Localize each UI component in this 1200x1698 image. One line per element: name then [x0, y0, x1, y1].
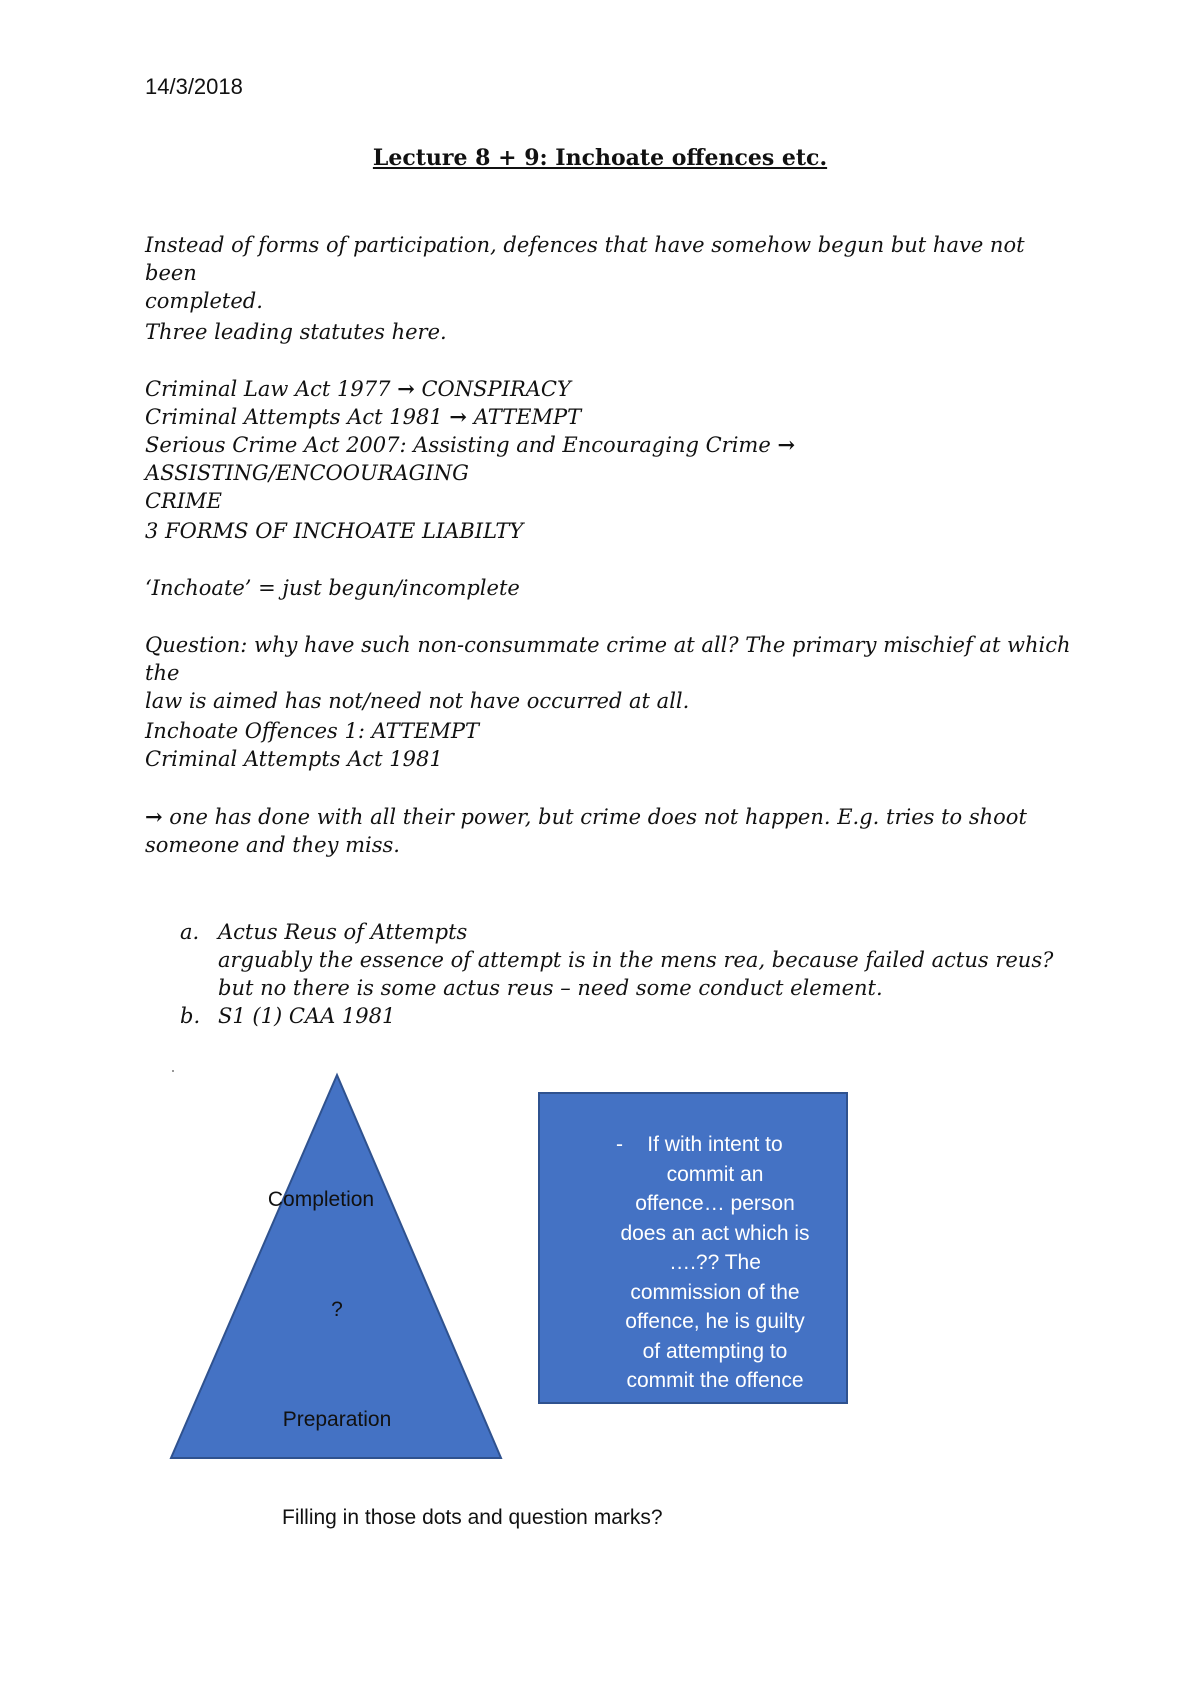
box-dash: - — [616, 1133, 623, 1156]
closing-question: Filling in those dots and question marks? — [282, 1506, 663, 1529]
arrow-note-text: one has done with all their power, but crime does not happen. E.g. tries to shoot — [169, 805, 1027, 829]
list-item-heading: S1 (1) CAA 1981 — [218, 1004, 396, 1028]
offence-act: Criminal Attempts Act 1981 — [145, 747, 443, 771]
triangle-shape — [171, 1075, 501, 1458]
list-item — [180, 1002, 1060, 1030]
arrow-icon: → — [449, 404, 468, 429]
triangle-top-label: Completion — [267, 1188, 375, 1211]
statutes-list — [145, 375, 1075, 515]
question-paragraph — [145, 631, 1075, 715]
definition-box — [538, 1092, 848, 1404]
inchoate-definition: ‘Inchoate’ = just begun/incomplete — [145, 576, 520, 600]
list-item-heading: Actus Reus of Attempts — [218, 920, 468, 944]
statute-serious-crime-act — [145, 431, 1075, 487]
triangle-bottom-label: Preparation — [282, 1408, 392, 1431]
statute-3-name: Serious Crime Act 2007: Assisting and Encouraging Crime — [145, 433, 771, 457]
triangle-middle-label: ? — [331, 1298, 343, 1321]
arrow-note — [145, 803, 1075, 859]
statute-2-name: Criminal Attempts Act 1981 — [145, 405, 443, 429]
forms-heading: 3 FORMS OF INCHOATE LIABILTY — [145, 519, 524, 543]
lecture-title: Lecture 8 + 9: Inchoate offences etc. — [372, 145, 828, 171]
arrow-icon: → — [397, 376, 415, 401]
arrow-icon: → — [145, 804, 163, 829]
offence-heading-block — [145, 717, 1075, 773]
statute-criminal-attempts-act — [145, 403, 1075, 431]
list-item-line-2: arguably the essence of attempt is in the mens rea, because failed actus reus? — [218, 948, 1054, 972]
statute-2-offence: ATTEMPT — [473, 405, 582, 429]
box-text: If with intent to commit an offence… person does an act which is ….?? The commission of the offence, he is guilty of attempting to commit the offence — [620, 1133, 810, 1392]
statute-1-offence: CONSPIRACY — [421, 377, 571, 401]
arrow-note-line-1 — [145, 803, 1075, 831]
intro-line-1: Instead of forms of participation, defences that have somehow begun but have not been — [145, 233, 1025, 285]
list-marker: b. — [180, 1004, 201, 1028]
arrow-note-line-2: someone and they miss. — [145, 833, 400, 857]
statute-criminal-law-act — [145, 375, 1075, 403]
statute-3-offence: ASSISTING/ENCOOURAGING — [145, 461, 469, 485]
intro-line-2: completed. — [145, 289, 263, 313]
statutes-intro: Three leading statutes here. — [145, 320, 447, 344]
list-marker: a. — [180, 920, 200, 944]
triangle-diagram — [165, 1065, 505, 1465]
question-line-1: Question: why have such non-consummate crime at all? The primary mischief at which the — [145, 633, 1071, 685]
intro-paragraph — [145, 231, 1075, 315]
list-item — [180, 918, 1060, 1002]
question-line-2: law is aimed has not/need not have occurred at all. — [145, 689, 690, 713]
list-item-line-3: but no there is some actus reus – need some conduct element. — [218, 976, 883, 1000]
statute-1-name: Criminal Law Act 1977 — [145, 377, 391, 401]
document-date: 14/3/2018 — [145, 74, 243, 99]
arrow-icon: → — [777, 432, 796, 457]
offence-heading: Inchoate Offences 1: ATTEMPT — [145, 719, 480, 743]
statute-3-continued: CRIME — [145, 489, 223, 513]
